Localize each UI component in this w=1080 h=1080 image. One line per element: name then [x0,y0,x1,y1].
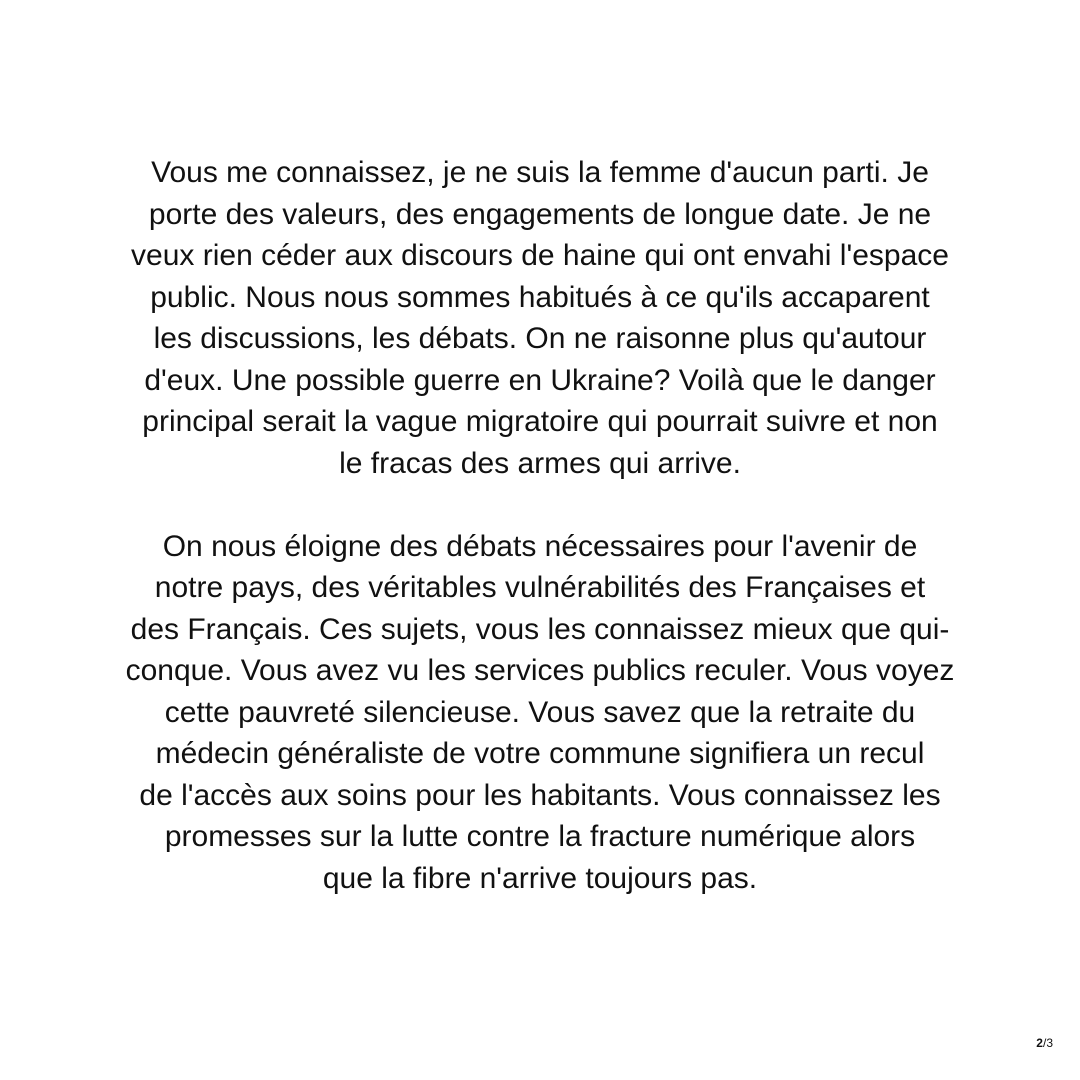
text-line: principal serait la vague migratoire qui pourrait suivre et non [142,405,938,438]
text-line: porte des valeurs, des engagements de longue date. Je ne [148,197,932,231]
text-line: On nous éloigne des débats nécessaires pour l'avenir de [162,529,918,563]
text-line: de l'accès aux soins pour les habitants. Vous connaissez les [139,778,941,812]
text-line: promesses sur la lutte contre la fracture numérique alors [164,820,916,853]
text-line: le fracas des armes qui arrive. [339,446,741,480]
page-separator: / [1042,1036,1047,1050]
text-line: public. Nous nous sommes habitués à ce qu'ils accaparent [150,280,930,314]
text-line: cette pauvreté silencieuse. Vous savez que la retraite du [164,695,916,729]
total-pages: 3 [1046,1036,1053,1050]
text-line: des Français. Ces sujets, vous les connaissez mieux que qui- [130,612,950,646]
text-line: que la fibre n'arrive toujours pas. [322,861,758,895]
paragraph-2 [60,526,1020,900]
text-line: Vous me connaissez, je ne suis la femme d'aucun parti. Je [151,156,929,189]
text-line: notre pays, des véritables vulnérabilités des Françaises et [154,571,926,604]
current-page: 2 [1036,1036,1043,1050]
paragraph-spacer [60,484,1020,526]
text-line: veux rien céder aux discours de haine qui ont envahi l'espace [131,239,949,272]
statement-text [60,152,1020,899]
paragraph-1 [60,152,1020,484]
text-line: conque. Vous avez vu les services publics reculer. Vous voyez [125,654,955,687]
text-line: médecin généraliste de votre commune signifiera un recul [155,737,925,770]
text-line: les discussions, les débats. On ne raisonne plus qu'autour [153,322,927,355]
page-indicator [1036,1036,1053,1050]
text-line: d'eux. Une possible guerre en Ukraine? Voilà que le danger [144,363,936,397]
